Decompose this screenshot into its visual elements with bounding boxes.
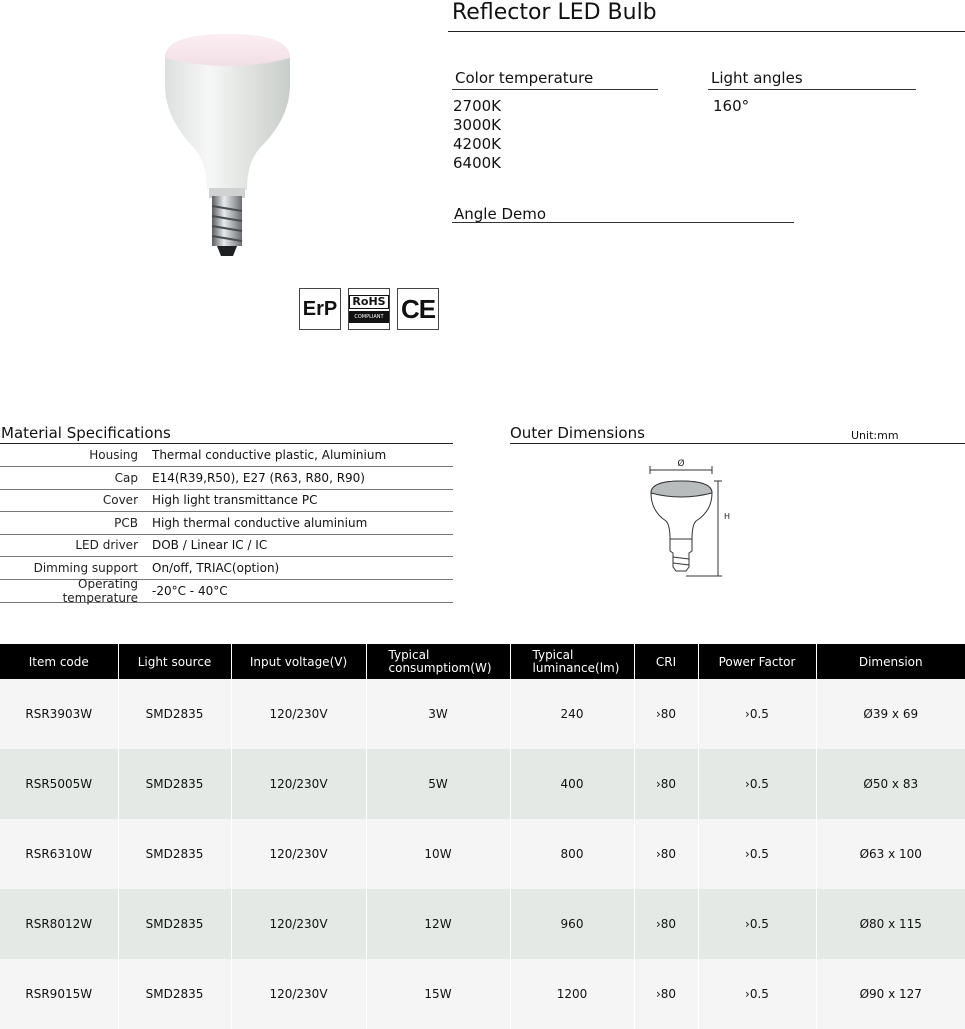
spec-row-cover [0,489,453,512]
color-temperature-heading: Color temperature [455,69,594,87]
outer-dimensions-heading: Outer Dimensions [510,424,645,442]
header-cri: CRI [634,644,698,679]
light-angles-heading: Light angles [711,69,803,87]
cell-light-source: SMD2835 [118,959,231,1029]
outer-dimensions-divider [510,443,965,444]
rohs-badge [348,288,390,330]
cell-power-factor: ›0.5 [698,679,816,749]
cell-luminance: 800 [510,819,634,889]
cell-input-voltage: 120/230V [231,959,366,1029]
cell-power-factor: ›0.5 [698,819,816,889]
material-specs-heading: Material Specifications [1,424,171,442]
header-power-factor: Power Factor [698,644,816,679]
table-row [0,679,965,749]
cell-power-factor: ›0.5 [698,889,816,959]
cell-dimension: Ø63 x 100 [816,819,965,889]
rohs-label: RoHS [349,295,388,309]
cell-item-code: RSR5005W [0,749,118,819]
cell-dimension: Ø50 x 83 [816,749,965,819]
cell-cri: ›80 [634,819,698,889]
unit-label: Unit:mm [851,429,899,442]
dimension-drawing [640,455,740,585]
spec-row-cap [0,467,453,490]
erp-label: ErP [302,297,338,320]
color-temperature-value: 6400K [453,154,502,172]
light-angles-value: 160° [713,97,750,115]
cell-power-factor: ›0.5 [698,749,816,819]
spec-value: On/off, TRIAC(option) [152,561,280,575]
cell-item-code: RSR9015W [0,959,118,1029]
table-row [0,889,965,959]
header-input-voltage: Input voltage(V) [231,644,366,679]
header-typical-luminance: Typical luminance(lm) [510,644,634,679]
angle-demo-heading: Angle Demo [454,205,547,223]
header-typical-consumption: Typical consumptiom(W) [366,644,510,679]
color-temperature-list [453,97,501,173]
color-temperature-value: 2700K [453,97,502,115]
title-underline [448,31,965,32]
spec-value: Thermal conductive plastic, Aluminium [152,448,387,462]
cell-luminance: 960 [510,889,634,959]
table-header-row [0,644,965,679]
cell-item-code: RSR6310W [0,819,118,889]
color-temperature-value: 3000K [453,116,502,134]
spec-label: Cover [102,493,138,507]
cell-cri: ›80 [634,889,698,959]
spec-value: DOB / Linear IC / IC [152,538,268,552]
spec-row-led-driver [0,534,453,557]
cell-luminance: 1200 [510,959,634,1029]
table-row [0,959,965,1029]
ce-badge [397,288,439,330]
ce-label: CE [400,293,436,324]
cell-consumption: 5W [366,749,510,819]
cell-input-voltage: 120/230V [231,679,366,749]
erp-badge [299,288,341,330]
spec-label: Cap [114,471,138,485]
cell-dimension: Ø90 x 127 [816,959,965,1029]
spec-label: Housing [89,448,138,462]
cell-input-voltage: 120/230V [231,889,366,959]
cell-power-factor: ›0.5 [698,959,816,1029]
spec-value: High light transmittance PC [152,493,318,507]
cell-input-voltage: 120/230V [231,749,366,819]
cell-consumption: 10W [366,819,510,889]
product-table [0,644,965,1029]
table-row [0,749,965,819]
cell-item-code: RSR8012W [0,889,118,959]
page-title: Reflector LED Bulb [452,0,657,25]
spec-value: -20°C - 40°C [152,584,228,598]
cell-light-source: SMD2835 [118,819,231,889]
cell-dimension: Ø80 x 115 [816,889,965,959]
color-temperature-value: 4200K [453,135,502,153]
spec-label: PCB [114,516,138,530]
header-light-source: Light source [118,644,231,679]
cell-cri: ›80 [634,749,698,819]
height-label: H [724,512,731,521]
spec-label: Operating temperature [62,577,138,605]
color-temperature-divider [452,89,658,90]
spec-row-housing [0,444,453,467]
spec-row-operating-temp [0,577,453,605]
cell-luminance: 400 [510,749,634,819]
angle-demo-divider [452,222,794,223]
cell-luminance: 240 [510,679,634,749]
cell-consumption: 3W [366,679,510,749]
cell-consumption: 15W [366,959,510,1029]
cell-cri: ›80 [634,959,698,1029]
header-dimension: Dimension [816,644,965,679]
rohs-compliant-label: COMPLIANT [349,311,388,323]
spec-value: E14(R39,R50), E27 (R63, R80, R90) [152,471,365,485]
spec-value: High thermal conductive aluminium [152,516,368,530]
spec-label: LED driver [75,538,138,552]
spec-label: Dimming support [33,561,138,575]
cell-light-source: SMD2835 [118,749,231,819]
cell-consumption: 12W [366,889,510,959]
header-item-code: Item code [0,644,118,679]
light-angles-divider [708,89,916,90]
cell-light-source: SMD2835 [118,679,231,749]
cell-item-code: RSR3903W [0,679,118,749]
cell-dimension: Ø39 x 69 [816,679,965,749]
cell-cri: ›80 [634,679,698,749]
product-bulb-image [155,30,300,265]
diameter-label: Ø [677,459,685,469]
cell-light-source: SMD2835 [118,889,231,959]
table-row [0,819,965,889]
spec-row-pcb [0,512,453,535]
cell-input-voltage: 120/230V [231,819,366,889]
